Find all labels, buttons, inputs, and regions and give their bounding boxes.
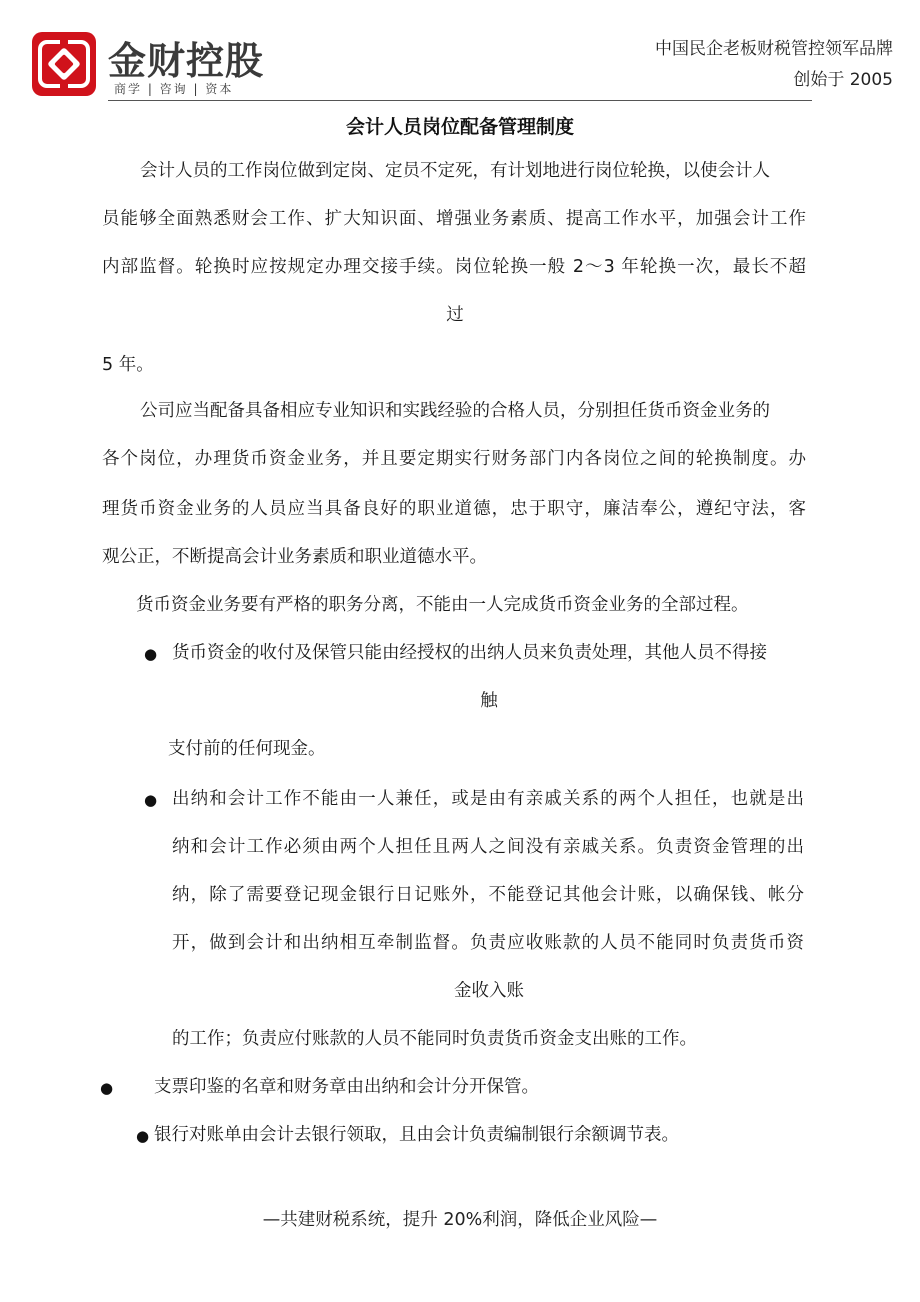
bullet-icon: ● xyxy=(136,1127,150,1145)
header-founded: 创始于 2005 xyxy=(793,70,893,90)
header-divider xyxy=(108,100,812,101)
bullet-text: 金收入账 xyxy=(454,981,524,1001)
bullet-text: 出纳和会计工作不能由一人兼任，或是由有亲戚关系的两个人担任，也就是出 xyxy=(172,789,804,809)
brand-name: 金财控股 xyxy=(108,39,265,83)
paragraph-line: 过 xyxy=(446,305,464,325)
document-title: 会计人员岗位配备管理制度 xyxy=(345,116,574,138)
paragraph-line: 会计人员的工作岗位做到定岗、定员不定死，有计划地进行岗位轮换，以使会计人 xyxy=(140,161,770,181)
bullet-text: 支票印鉴的名章和财务章由出纳和会计分开保管。 xyxy=(154,1077,539,1097)
bullet-text: 货币资金的收付及保管只能由经授权的出纳人员来负责处理，其他人员不得接 xyxy=(172,643,767,663)
bullet-text: 支付前的任何现金。 xyxy=(168,739,326,759)
footer-slogan: —共建财税系统，提升 20%利润，降低企业风险— xyxy=(262,1210,658,1230)
paragraph-line: 各个岗位，办理货币资金业务，并且要定期实行财务部门内各岗位之间的轮换制度。办 xyxy=(102,449,806,469)
paragraph-line: 观公正，不断提高会计业务素质和职业道德水平。 xyxy=(102,547,487,567)
paragraph-line: 公司应当配备具备相应专业知识和实践经验的合格人员，分别担任货币资金业务的 xyxy=(140,401,770,421)
bullet-text: 纳，除了需要登记现金银行日记账外，不能登记其他会计账，以确保钱、帐分 xyxy=(172,885,804,905)
paragraph-line: 员能够全面熟悉财会工作、扩大知识面、增强业务素质、提高工作水平，加强会计工作 xyxy=(102,209,806,229)
bullet-text: 的工作；负责应付账款的人员不能同时负责货币资金支出账的工作。 xyxy=(172,1029,697,1049)
paragraph-line: 理货币资金业务的人员应当具备良好的职业道德，忠于职守，廉洁奉公，遵纪守法，客 xyxy=(102,499,806,519)
brand-subtitle: 商学 | 咨询 | 资本 xyxy=(114,82,234,96)
bullet-text: 开，做到会计和出纳相互牵制监督。负责应收账款的人员不能同时负责货币资 xyxy=(172,933,804,953)
paragraph-line: 内部监督。轮换时应按规定办理交接手续。岗位轮换一般 2～3 年轮换一次，最长不超 xyxy=(102,257,806,277)
bullet-icon: ● xyxy=(100,1079,114,1097)
bullet-text: 纳和会计工作必须由两个人担任且两人之间没有亲戚关系。负责资金管理的出 xyxy=(172,837,804,857)
bullet-text: 银行对账单由会计去银行领取，且由会计负责编制银行余额调节表。 xyxy=(154,1125,679,1145)
bullet-icon: ● xyxy=(144,645,158,663)
company-logo-icon xyxy=(32,32,96,96)
paragraph-line: 5 年。 xyxy=(102,355,154,375)
bullet-text: 触 xyxy=(480,691,498,711)
paragraph-line: 货币资金业务要有严格的职务分离，不能由一人完成货币资金业务的全部过程。 xyxy=(136,595,749,615)
bullet-icon: ● xyxy=(144,791,158,809)
header-tagline: 中国民企老板财税管控领军品牌 xyxy=(655,39,893,59)
